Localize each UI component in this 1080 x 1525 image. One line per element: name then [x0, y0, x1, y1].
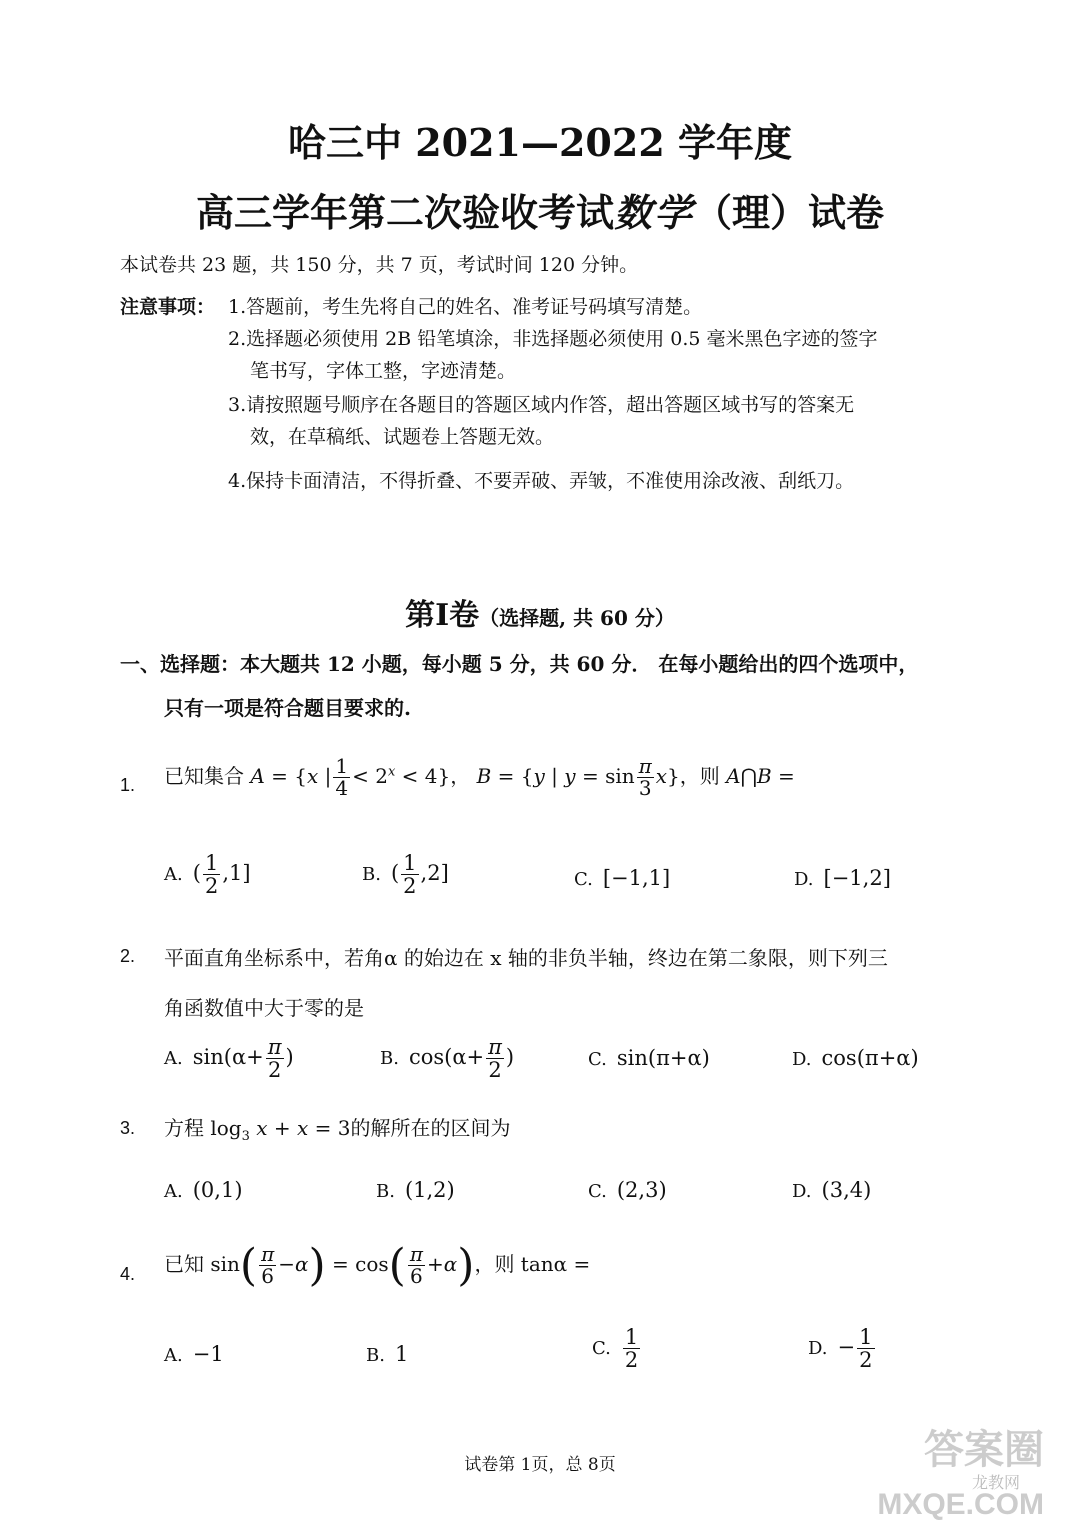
q2-option-b: B. cos(α+ $\frac{\pi}{2}$ )	[380, 1035, 515, 1083]
page-footer: 试卷第 1页，总 8页	[464, 1455, 616, 1475]
q3-option-b: B. (1,2)	[376, 1178, 455, 1202]
q4-prefix: 已知	[164, 1252, 204, 1276]
note-item: 笔书写，字体工整，字迹清楚。	[250, 360, 517, 382]
exam-intro: 本试卷共 23 题，共 150 分，共 7 页，考试时间 120 分钟。	[120, 254, 639, 276]
note-item: 2.选择题必须使用 2B 铅笔填涂，非选择题必须使用 0.5 毫米黑色字迹的签字	[228, 328, 878, 350]
question-4-text: 已知 sin( $\frac{\pi}{6}$ −α) = cos( $\frac{\pi}{6}$ +α)，则 tanα =	[164, 1240, 591, 1291]
question-number: 2.	[120, 946, 136, 966]
q3-option-c: C. (2,3)	[588, 1178, 667, 1202]
q2-option-a: A. sin(α+ $\frac{\pi}{2}$ )	[164, 1035, 294, 1083]
q4-option-c: C. $\frac{1}{2}$	[592, 1325, 639, 1373]
question-number: 4.	[120, 1264, 136, 1284]
question-3-text: 方程 $\log_3 x + x = 3$的解所在的区间为	[164, 1116, 511, 1144]
title-suffix: 试卷	[808, 190, 885, 235]
note-item: 效，在草稿纸、试题卷上答题无效。	[250, 426, 555, 448]
q1-set-b: B	[476, 764, 492, 788]
notes-label: 注意事项：	[120, 296, 216, 318]
q1-suffix: ，则	[679, 764, 720, 788]
note-item: 1.答题前，考生先将自己的姓名、准考证号码填写清楚。	[228, 296, 703, 318]
q4-option-a: A. −1	[164, 1342, 224, 1366]
watermark-site: MXQE.COM	[877, 1488, 1044, 1521]
watermark-logo: 答案圈	[924, 1428, 1044, 1472]
part-heading-line1: 一、选择题：本大题共 12 小题，每小题 5 分，共 60 分． 在每小题给出的四个选项中，	[120, 652, 919, 676]
question-1-text: 已知集合 A = {x | $\frac{1}{4}$ < $2^x < 4$}， B = {y | y = sin $\frac{\pi}{3}$ x}，则 A⋂B =	[164, 754, 795, 800]
section-sub: （选择题, 共 60 分）	[479, 606, 675, 630]
q1-option-a: A. ( $\frac{1}{2}$ ,1]	[164, 851, 251, 899]
q2-option-c: C. sin(π+α)	[588, 1046, 710, 1070]
q2-option-d: D. cos(π+α)	[792, 1046, 919, 1070]
title-subject: 数学	[613, 190, 694, 235]
q2-line2: 角函数值中大于零的是	[164, 996, 364, 1020]
q4-suffix: ，则 tanα =	[474, 1252, 591, 1276]
exam-title-line2	[0, 182, 1080, 237]
note-item: 3.请按照题号顺序在各题目的答题区域内作答，超出答题区域书写的答案无	[228, 394, 855, 416]
q4-option-b: B. 1	[366, 1342, 409, 1366]
watermark-tag: 龙教网	[971, 1473, 1020, 1492]
q1-prefix: 已知集合	[164, 764, 244, 788]
question-number: 1.	[120, 775, 136, 795]
q1-option-d: D. [−1,2]	[794, 866, 891, 890]
exam-title-line1: 哈三中 2021—2022 学年度	[288, 120, 792, 165]
q3-prefix: 方程	[164, 1116, 204, 1140]
q3-suffix: 的解所在的区间为	[350, 1116, 511, 1140]
q1-set-a: A	[250, 764, 265, 788]
q3-option-a: A. (0,1)	[164, 1178, 243, 1202]
section-title	[0, 590, 1080, 634]
title-paren: （理）	[694, 190, 809, 235]
q1-option-c: C. [−1,1]	[574, 866, 671, 890]
q2-line1: 平面直角坐标系中，若角α 的始边在 x 轴的非负半轴，终边在第二象限，则下列三	[164, 946, 888, 970]
q4-option-d: D. − $\frac{1}{2}$	[808, 1325, 873, 1373]
q1-option-b: B. ( $\frac{1}{2}$ ,2]	[362, 851, 449, 899]
section-main: 第Ⅰ卷	[405, 598, 480, 633]
question-number: 3.	[120, 1118, 136, 1138]
q3-option-d: D. (3,4)	[792, 1178, 872, 1202]
title-prefix: 高三学年第二次验收考试	[195, 190, 614, 235]
part-heading-line2: 只有一项是符合题目要求的.	[164, 696, 411, 720]
note-item: 4.保持卡面清洁，不得折叠、不要弄破、弄皱，不准使用涂改液、刮纸刀。	[228, 470, 855, 492]
